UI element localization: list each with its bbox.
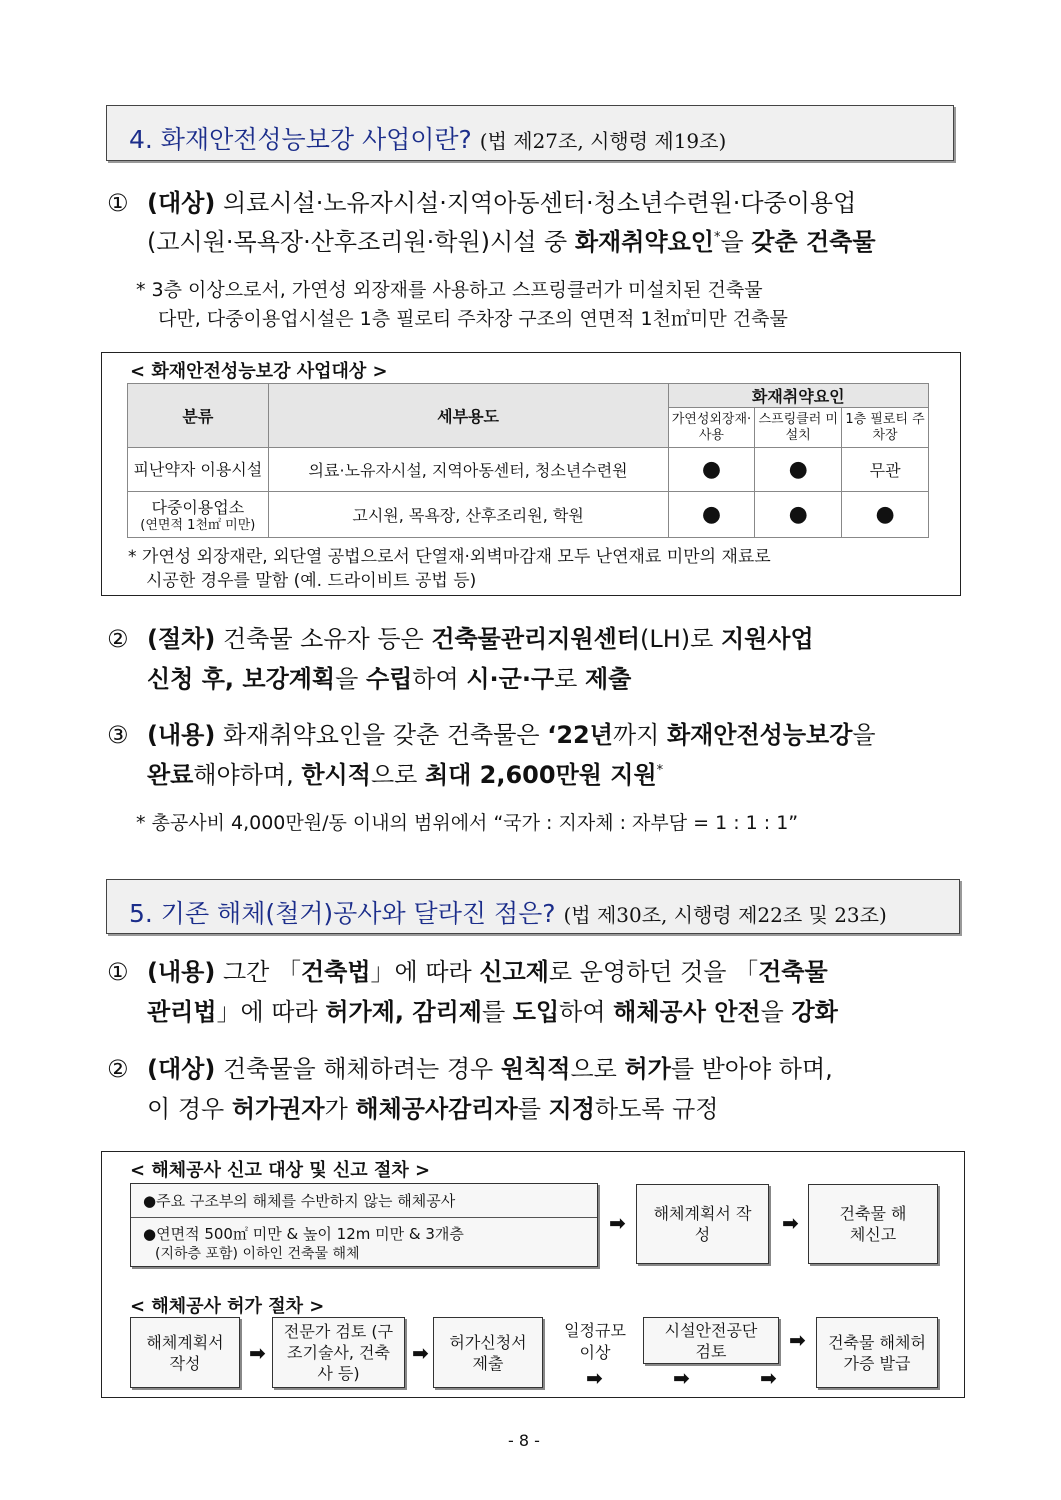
p1-line2 bbox=[147, 222, 876, 262]
row2-risk2: ● bbox=[755, 492, 842, 538]
p4-text1c: 」에 따라 bbox=[370, 958, 480, 986]
permit-application-box: 허가신청서 제출 bbox=[433, 1317, 543, 1388]
p4-text2h: 을 bbox=[760, 998, 792, 1026]
p1-line1 bbox=[107, 183, 856, 223]
p4-text2b: 」에 따라 bbox=[216, 998, 326, 1026]
arrow-right-icon: ➡ bbox=[412, 1341, 429, 1365]
p2-number: ② bbox=[107, 625, 129, 653]
th-category: 분류 bbox=[128, 384, 269, 448]
p4-text1f: 건축물 bbox=[758, 958, 828, 986]
p3-text1a: 화재취약요인을 갖춘 건축물은 bbox=[222, 721, 548, 749]
section5-header bbox=[106, 879, 960, 934]
p2-text2e: 시·군·구 bbox=[466, 665, 555, 693]
condition-1: ●주요 구조부의 해체를 수반하지 않는 해체공사 bbox=[143, 1192, 456, 1210]
p1-text2c: 을 bbox=[720, 228, 752, 256]
p1-text2a: (고시원·목욕장·산후조리원·학원)시설 중 bbox=[147, 228, 575, 256]
p3-text2d: 으로 bbox=[370, 761, 425, 789]
section4-title: 4. 화재안전성능보강 사업이란? bbox=[129, 125, 472, 154]
p3-line2 bbox=[147, 755, 663, 795]
arrow-right-icon: ➡ bbox=[789, 1328, 806, 1352]
p4-text1b: 건축법 bbox=[300, 958, 371, 986]
p3-text1c: 까지 bbox=[612, 721, 667, 749]
row2-use: 고시원, 목욕장, 산후조리원, 학원 bbox=[268, 492, 668, 538]
p3-text1d: 화재안전성능보강 bbox=[666, 721, 853, 749]
p2-text1c: (LH)로 bbox=[639, 625, 721, 653]
p2-text2f: 로 bbox=[554, 665, 585, 693]
section4-title-wrap bbox=[129, 120, 726, 156]
p1-number: ① bbox=[107, 189, 129, 217]
p3-text2a: 완료 bbox=[147, 761, 194, 789]
row2-category-cell bbox=[128, 492, 269, 538]
p2-text2b: 을 bbox=[335, 665, 366, 693]
arrow-right-icon: ➡ bbox=[609, 1211, 626, 1235]
p3-note: * 총공사비 4,000만원/동 이내의 범위에서 “국가 : 지자체 : 자부담 = 1 : 1 : 1” bbox=[136, 812, 799, 834]
row1-use: 의료·노유자시설, 지역아동센터, 청소년수련원 bbox=[268, 448, 668, 492]
p5-text1a: 건축물을 해체하려는 경우 bbox=[222, 1055, 501, 1083]
row2-category-sub: (연면적 1천㎡ 미만) bbox=[140, 518, 256, 533]
p5-text1d: 허가 bbox=[624, 1055, 671, 1083]
p4-text2f: 하여 bbox=[559, 998, 614, 1026]
row2-category: 다중이용업소 bbox=[151, 498, 245, 517]
p5-line2 bbox=[147, 1089, 718, 1129]
p4-text2c: 허가제, 감리제 bbox=[325, 998, 482, 1026]
p5-line1 bbox=[107, 1049, 833, 1089]
section4-header bbox=[106, 105, 954, 161]
p2-text2d: 하여 bbox=[412, 665, 467, 693]
p3-label: (내용) bbox=[147, 721, 216, 749]
table1-title: < 화재안전성능보강 사업대상 > bbox=[130, 361, 388, 382]
p1-sup: * bbox=[713, 230, 721, 245]
p5-text1e: 를 받아야 하며, bbox=[670, 1055, 833, 1083]
p3-line1 bbox=[107, 715, 876, 755]
p2-text2a: 신청 후, 보강계획 bbox=[147, 665, 336, 693]
table1-foot1: * 가연성 외장재란, 외단열 공법으로서 단열재·외벽마감재 모두 난연재료 미만의 재료로 bbox=[128, 547, 771, 567]
p5-text1c: 으로 bbox=[570, 1055, 625, 1083]
p4-text1d: 신고제 bbox=[479, 958, 549, 986]
condition-2a: ●연면적 500㎡ 미만 & 높이 12m 미만 & 3개층 bbox=[143, 1225, 464, 1243]
p4-line1 bbox=[107, 952, 828, 992]
p5-text2d: 해체공사감리자 bbox=[355, 1095, 518, 1123]
p4-text2d: 를 bbox=[481, 998, 513, 1026]
permit-issue-box: 건축물 해체허가증 발급 bbox=[816, 1317, 938, 1388]
p5-text1b: 원칙적 bbox=[500, 1055, 571, 1083]
p4-label: (내용) bbox=[147, 958, 216, 986]
p3-text2e: 최대 2,600만원 지원 bbox=[424, 761, 657, 789]
p3-number: ③ bbox=[107, 721, 129, 749]
p4-text2i: 강화 bbox=[791, 998, 838, 1026]
p3-sup: * bbox=[656, 763, 664, 778]
th-risk1: 가연성외장재·사용 bbox=[668, 408, 755, 448]
permit-plan-box: 해체계획서 작성 bbox=[130, 1317, 240, 1388]
row2-risk3: ● bbox=[842, 492, 929, 538]
p4-text1a: 그간 「 bbox=[222, 958, 301, 986]
p2-text1b: 건축물관리지원센터 bbox=[431, 625, 640, 653]
th-risk-factors: 화재취약요인 bbox=[668, 384, 928, 408]
report-plan-box: 해체계획서 작성 bbox=[636, 1184, 769, 1264]
p1-note2: 다만, 다중이용업시설은 1층 필로티 주차장 구조의 연면적 1천㎡미만 건축물 bbox=[158, 308, 788, 330]
p4-text2a: 관리법 bbox=[147, 998, 217, 1026]
p2-text2c: 수립 bbox=[365, 665, 413, 693]
p4-number: ① bbox=[107, 958, 129, 986]
p4-text1e: 로 운영하던 것을 「 bbox=[548, 958, 759, 986]
p3-text2c: 한시적 bbox=[301, 761, 371, 789]
p5-text2f: 지정 bbox=[548, 1095, 595, 1123]
p5-text2a: 이 경우 bbox=[147, 1095, 232, 1123]
p2-line2 bbox=[147, 659, 631, 699]
section5-title-wrap bbox=[129, 894, 887, 930]
p5-text2c: 가 bbox=[324, 1095, 356, 1123]
arrow-right-icon: ➡ bbox=[760, 1366, 777, 1390]
flow-permit-title: < 해체공사 허가 절차 > bbox=[130, 1296, 325, 1317]
p2-label: (절차) bbox=[147, 625, 216, 653]
permit-kistec-review-box: 시설안전공단 검토 bbox=[643, 1317, 779, 1364]
p4-text2e: 도입 bbox=[512, 998, 560, 1026]
arrow-right-icon: ➡ bbox=[782, 1211, 799, 1235]
permit-scale-label: 일정규모 이상 bbox=[564, 1321, 626, 1362]
arrow-right-icon: ➡ bbox=[249, 1341, 266, 1365]
section5-title: 5. 기존 해체(철거)공사와 달라진 점은? bbox=[129, 899, 556, 928]
p5-text2g: 하도록 규정 bbox=[594, 1095, 719, 1123]
th-detail-use: 세부용도 bbox=[268, 384, 668, 448]
p5-number: ② bbox=[107, 1055, 129, 1083]
flow-report-title: < 해체공사 신고 대상 및 신고 절차 > bbox=[130, 1160, 431, 1181]
p3-text1e: 을 bbox=[852, 721, 876, 749]
p5-text2e: 를 bbox=[517, 1095, 549, 1123]
row2-risk1: ● bbox=[668, 492, 755, 538]
condition-2b: (지하층 포함) 이하인 건축물 해체 bbox=[155, 1246, 360, 1262]
p3-text2b: 해야하며, bbox=[193, 761, 302, 789]
p1-text2d: 갖춘 건축물 bbox=[751, 228, 876, 256]
table1-foot2: 시공한 경우를 말함 (예. 드라이비트 공법 등) bbox=[146, 571, 477, 591]
row1-risk2: ● bbox=[755, 448, 842, 492]
row1-risk3: 무관 bbox=[842, 448, 929, 492]
page-number: - 8 - bbox=[508, 1431, 540, 1450]
section4-ref: (법 제27조, 시행령 제19조) bbox=[479, 129, 727, 153]
arrow-right-icon: ➡ bbox=[673, 1366, 690, 1390]
th-risk2: 스프링클러 미설치 bbox=[755, 408, 842, 448]
p1-text2b: 화재취약요인 bbox=[574, 228, 714, 256]
p4-line2 bbox=[147, 992, 838, 1032]
p1-note1: * 3층 이상으로서, 가연성 외장재를 사용하고 스프링클러가 미설치된 건축물 bbox=[136, 279, 763, 301]
p2-line1 bbox=[107, 619, 814, 659]
th-risk3: 1층 필로티 주차장 bbox=[842, 408, 929, 448]
p5-text2b: 허가권자 bbox=[231, 1095, 325, 1123]
row1-category: 피난약자 이용시설 bbox=[128, 448, 269, 492]
condition-divider bbox=[131, 1217, 597, 1218]
p4-text2g: 해체공사 안전 bbox=[613, 998, 761, 1026]
p2-text1d: 지원사업 bbox=[720, 625, 814, 653]
table1 bbox=[127, 383, 929, 538]
section5-ref: (법 제30조, 시행령 제22조 및 23조) bbox=[563, 903, 887, 927]
p5-label: (대상) bbox=[147, 1055, 216, 1083]
row1-risk1: ● bbox=[668, 448, 755, 492]
p3-text1b: ‘22년 bbox=[547, 721, 613, 749]
p2-text2g: 제출 bbox=[584, 665, 632, 693]
p2-text1a: 건축물 소유자 등은 bbox=[222, 625, 432, 653]
p1-label: (대상) bbox=[147, 189, 216, 217]
arrow-right-icon: ➡ bbox=[586, 1366, 603, 1390]
report-conditions bbox=[130, 1183, 598, 1267]
permit-expert-review-box: 전문가 검토 (구조기술사, 건축사 등) bbox=[272, 1317, 405, 1388]
report-submit-box: 건축물 해체신고 bbox=[808, 1184, 938, 1264]
p1-text1: 의료시설·노유자시설·지역아동센터·청소년수련원·다중이용업 bbox=[222, 189, 857, 217]
